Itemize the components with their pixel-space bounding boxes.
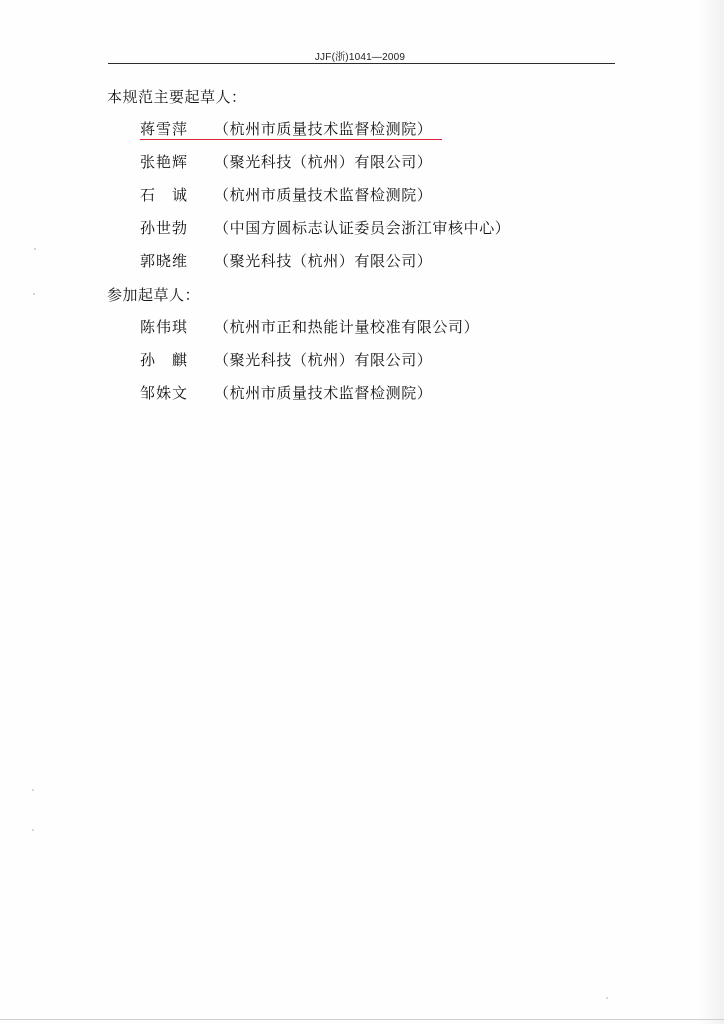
drafter-name: 孙世勃	[140, 219, 189, 237]
drafter-organization: （聚光科技（杭州）有限公司）	[214, 351, 433, 369]
red-pen-underline	[140, 139, 442, 140]
standard-code-header: JJF(浙)1041—2009	[314, 52, 406, 63]
participating-drafters-title: 参加起草人：	[107, 286, 201, 304]
drafter-name: 郭晓维	[140, 252, 189, 270]
main-drafters-title: 本规范主要起草人：	[107, 88, 247, 106]
page-bottom-edge	[0, 1019, 724, 1020]
drafter-organization: （聚光科技（杭州）有限公司）	[214, 153, 433, 171]
scan-speck	[606, 997, 608, 999]
drafter-organization: （杭州市质量技术监督检测院）	[214, 384, 433, 402]
page-edge-shadow	[698, 0, 724, 1024]
drafter-organization: （聚光科技（杭州）有限公司）	[214, 252, 433, 270]
drafter-name: 邹姝文	[140, 384, 189, 402]
header-rule	[108, 63, 615, 64]
drafter-organization: （杭州市正和热能计量校准有限公司）	[214, 318, 480, 336]
drafter-name: 孙 麒	[140, 351, 189, 369]
drafter-name: 陈伟琪	[140, 318, 189, 336]
scan-speck	[33, 293, 35, 295]
drafter-organization: （杭州市质量技术监督检测院）	[214, 186, 433, 204]
scan-speck	[32, 789, 34, 791]
drafter-name: 蒋雪萍	[140, 120, 189, 138]
drafter-organization: （中国方圆标志认证委员会浙江审核中心）	[214, 219, 511, 237]
scan-speck	[32, 829, 34, 831]
drafter-organization: （杭州市质量技术监督检测院）	[214, 120, 433, 138]
scan-speck	[34, 248, 36, 250]
drafter-name: 张艳辉	[140, 153, 189, 171]
drafter-name: 石 诚	[140, 186, 189, 204]
